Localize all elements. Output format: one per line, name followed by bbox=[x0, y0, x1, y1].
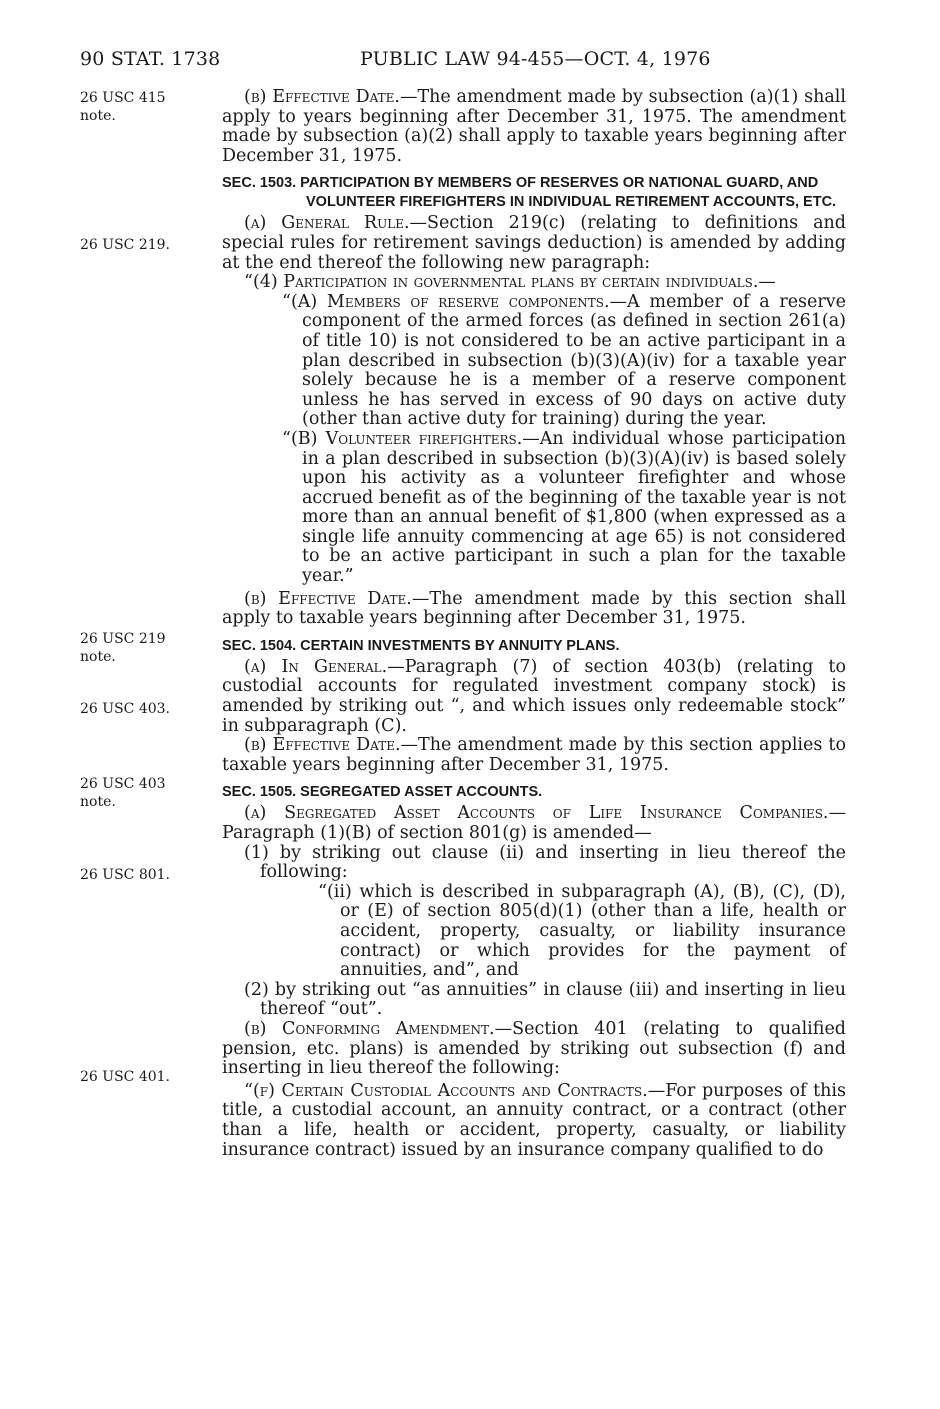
subsection-heading: (b) Effective Date. bbox=[244, 735, 401, 756]
margin-note bbox=[80, 866, 200, 884]
effective-date-1503-paragraph bbox=[222, 590, 846, 629]
paragraph-text: —The amendment made by this section shall apply to taxable years beginning after December 31, 1975. bbox=[222, 588, 846, 629]
effective-date-paragraph bbox=[222, 88, 846, 166]
subparagraph-a bbox=[222, 293, 846, 430]
statute-body bbox=[222, 88, 846, 1160]
clause-2: (2) by striking out “as annuities” in clause (iii) and inserting in lieu thereof “out”. bbox=[244, 979, 846, 1020]
subsection-heading: (a) General Rule. bbox=[244, 213, 410, 234]
paragraph-text: —For purposes of this title, a custodial account, an annuity contract, or a contract (other than a life, health or accident, property, casualty, or liability insurance contract) issued by an insurance company qualified to do bbox=[222, 1080, 846, 1160]
margin-note bbox=[80, 1068, 200, 1086]
margin-note-citation: 26 USC 403 bbox=[80, 776, 166, 792]
paragraph-text: —Section 401 (relating to qualified pension, etc. plans) is amended by striking out subsection (f) and inserting in lieu thereof the following: bbox=[222, 1018, 846, 1079]
margin-note-citation: 26 USC 401. bbox=[80, 1069, 170, 1085]
margin-note-suffix: note. bbox=[80, 108, 116, 124]
public-law-header: PUBLIC LAW 94-455—OCT. 4, 1976 bbox=[360, 48, 711, 70]
general-rule-paragraph bbox=[222, 214, 846, 273]
paragraph-text: —Paragraph (7) of section 403(b) (relating to custodial accounts for regulated investment company stock) is amended by striking out “, and which issues only redeemable stock” in subparagraph (C). bbox=[222, 656, 846, 736]
paragraph-dash: — bbox=[758, 272, 776, 293]
clause-1: (1) by striking out clause (ii) and inserting in lieu thereof the following: bbox=[244, 842, 846, 883]
subsection-f-paragraph bbox=[222, 1082, 846, 1160]
paragraph-text: —An individual whose participation in a plan described in subsection (b)(3)(A)(iv) is based solely upon his activity as a volunteer firefighter and whose accrued benefit as of the beginning of the taxable year is not more than an annual benefit of $1,800 (when expressed as a single life annuity commencing at age 65) is not considered to be an active participant in such a plan for the taxable year.” bbox=[302, 428, 846, 587]
paragraph-heading: “(4) Participation in governmental plans by certain individuals. bbox=[244, 272, 759, 293]
subsection-heading: “(f) Certain Custodial Accounts and Contracts. bbox=[244, 1080, 648, 1101]
margin-note bbox=[80, 630, 200, 666]
section-1503-heading: SEC. 1503. PARTICIPATION BY MEMBERS OF RESERVES OR NATIONAL GUARD, AND VOLUNTEER FIREFIGHTERS IN INDIVIDUAL RETIREMENT ACCOUNTS, ETC. bbox=[222, 175, 837, 211]
in-general-1504-paragraph bbox=[222, 658, 846, 736]
margin-note-suffix: note. bbox=[80, 649, 116, 665]
subparagraph-heading: “(A) Members of reserve components. bbox=[282, 291, 610, 312]
section-1504-heading: SEC. 1504. CERTAIN INVESTMENTS BY ANNUITY PLANS. bbox=[222, 637, 620, 654]
paragraph-text: —A member of a reserve component of the armed forces (as defined in section 261(a) of title 10) is not considered to be an active participant in a plan described in subsection (b)(3)(A)(iv) for a taxable year solely because he is a member of a reserve component unless he has served in excess of 90 days on active duty (other than active duty for training) during the year. bbox=[302, 291, 846, 430]
paragraph-text: —Paragraph (1)(B) of section 801(g) is amended— bbox=[222, 803, 846, 843]
effective-date-1504-paragraph bbox=[222, 736, 846, 775]
margin-note-citation: 26 USC 219 bbox=[80, 631, 166, 647]
margin-note bbox=[80, 236, 200, 254]
margin-note bbox=[80, 89, 200, 125]
paragraph-4 bbox=[222, 273, 846, 293]
clause-ii: “(ii) which is described in subparagraph (A), (B), (C), (D), or (E) of section 805(d)(1) (other than a life, health or accident, property, casualty, or liability insurance contract) or which provides for the payment of annuities, and”, and bbox=[318, 881, 846, 981]
subparagraph-b bbox=[222, 430, 846, 587]
margin-note-citation: 26 USC 403. bbox=[80, 701, 170, 717]
paragraph-text: —Section 219(c) (relating to definitions and special rules for retirement savings deduction) is amended by adding at the end thereof the following new paragraph: bbox=[222, 213, 846, 273]
section-1505-heading: SEC. 1505. SEGREGATED ASSET ACCOUNTS. bbox=[222, 784, 543, 801]
subsection-heading: (b) Effective Date. bbox=[244, 588, 412, 609]
subsection-heading: (a) Segregated Asset Accounts of Life Insurance Companies. bbox=[244, 803, 829, 824]
subsection-heading: (b) Effective Date. bbox=[244, 87, 400, 107]
margin-note bbox=[80, 775, 200, 811]
subsection-heading: (b) Conforming Amendment. bbox=[244, 1018, 495, 1039]
paragraph-text: —The amendment made by this section applies to taxable years beginning after December 31, 1975. bbox=[222, 735, 846, 775]
subparagraph-heading: “(B) Volunteer firefighters. bbox=[282, 428, 523, 449]
paragraph-text: —The amendment made by subsection (a)(1) shall apply to years beginning after December 31, 1975. The amendment made by subsection (a)(2) shall apply to taxable years beginning after December 31, 1975. bbox=[222, 87, 846, 166]
conforming-amendment-paragraph bbox=[222, 1020, 846, 1079]
page-number-header: 90 STAT. 1738 bbox=[80, 48, 221, 70]
margin-note-suffix: note. bbox=[80, 794, 116, 810]
margin-note-citation: 26 USC 219. bbox=[80, 237, 170, 253]
subsection-heading: (a) In General. bbox=[244, 656, 388, 677]
segregated-accounts-paragraph bbox=[222, 804, 846, 843]
margin-note bbox=[80, 700, 200, 718]
margin-note-citation: 26 USC 415 bbox=[80, 90, 166, 106]
margin-note-citation: 26 USC 801. bbox=[80, 867, 170, 883]
